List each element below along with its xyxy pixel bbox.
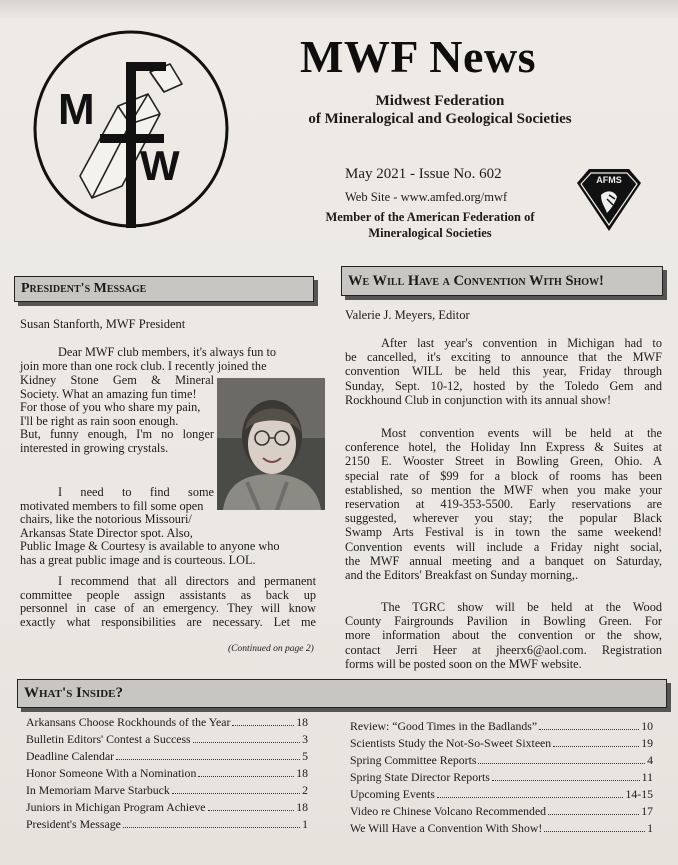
- convention-heading-text: We Will Have a Convention With Show!: [348, 272, 604, 289]
- convention-p2-line-7: suggested, wherever you stay; the popular Black: [345, 511, 662, 526]
- president-photo: [217, 378, 325, 510]
- toc-right-column: [350, 718, 653, 837]
- convention-p3: [345, 600, 662, 671]
- convention-byline: Valerie J. Meyers, Editor: [345, 308, 470, 322]
- convention-p2-line-6: reservation at 419-353-5500. Early reservations are: [345, 497, 662, 512]
- toc-entry-title: Video re Chinese Volcano Recommended: [350, 804, 547, 818]
- convention-p2-line-3: 2150 E. Wooster Street in Bowling Green, Ohio. A: [345, 454, 662, 469]
- whats-inside-heading-text: What's Inside?: [24, 685, 124, 701]
- toc-entry-page: 10: [641, 719, 653, 733]
- president-p3: [20, 575, 316, 629]
- toc-entry-title: Spring Committee Reports: [350, 753, 477, 767]
- convention-p3-line-3: more information about the convention or the show,: [345, 628, 662, 643]
- president-p2-line-1: I need to find some: [58, 485, 214, 499]
- convention-p2-line-1: Most convention events will be held at the: [381, 426, 662, 440]
- president-p1-line-5: For those of you who share my pain,: [20, 400, 201, 415]
- presidents-message-heading: [14, 276, 314, 302]
- toc-entry[interactable]: [350, 803, 653, 820]
- president-p2-full: [20, 540, 316, 567]
- bleed-through-strip: [0, 0, 678, 18]
- toc-entry-page: 1: [647, 821, 653, 835]
- toc-leader-dots: [437, 797, 624, 798]
- member-line: [310, 209, 550, 241]
- toc-entry-title: In Memoriam Marve Starbuck: [26, 783, 170, 797]
- convention-p2: [345, 426, 662, 582]
- toc-entry-title: President's Message: [26, 817, 121, 831]
- convention-p2-line-9: Convention events will include a Friday night social,: [345, 539, 662, 554]
- convention-p3-line-5: forms will be posted soon on the MWF website.: [345, 656, 582, 671]
- continued-note: (Continued on page 2): [228, 644, 314, 654]
- toc-entry-title: Honor Someone With a Nomination: [26, 766, 197, 780]
- toc-left-column: [26, 714, 308, 833]
- toc-entry-title: Scientists Study the Not-So-Sweet Sixteen: [350, 736, 552, 750]
- toc-entry[interactable]: [350, 769, 653, 786]
- convention-p1-line-1: After last year's convention in Michigan had to: [381, 336, 662, 350]
- toc-entry[interactable]: [26, 816, 308, 833]
- convention-heading: [341, 266, 663, 296]
- afms-badge-icon: [571, 165, 647, 235]
- toc-entry-page: 3: [302, 732, 308, 746]
- toc-entry[interactable]: [26, 731, 308, 748]
- afms-badge-text: AFMS: [596, 175, 622, 185]
- toc-leader-dots: [208, 810, 295, 811]
- newsletter-title: MWF News: [300, 31, 537, 82]
- toc-leader-dots: [232, 725, 294, 726]
- toc-entry[interactable]: [350, 735, 653, 752]
- toc-entry-page: 14-15: [625, 787, 653, 801]
- convention-p2-line-11: and the Editors' Breakfast on Sunday morning,.: [345, 568, 579, 583]
- convention-p2-line-8: Swamp Arts Festival is in town the same weekend!: [345, 525, 662, 540]
- convention-p1-line-5: Rockhound Club in conjunction with its annual show!: [345, 392, 612, 407]
- toc-entry[interactable]: [350, 820, 653, 837]
- toc-entry-title: Spring State Director Reports: [350, 770, 490, 784]
- president-p1-line2-block: [20, 360, 314, 374]
- convention-p3-line-2: County Fairgrounds Pavilion in Bowling Green. For: [345, 614, 662, 629]
- convention-p3-line-4: contact Jerri Heer at jheerx6@aol.com. Registration: [345, 642, 662, 657]
- toc-entry-title: Upcoming Events: [350, 787, 435, 801]
- president-portrait-image: [217, 378, 325, 510]
- president-p2-wrap: [20, 486, 214, 540]
- toc-leader-dots: [544, 831, 645, 832]
- toc-entry[interactable]: [350, 786, 653, 803]
- convention-p2-line-5: established, so mention the MWF when you make your: [345, 482, 662, 497]
- toc-leader-dots: [172, 793, 300, 794]
- convention-p1-line-3: convention WILL be held this year, Friday through: [345, 364, 662, 379]
- president-p3-line-3: personnel in case of an emergency. They will know: [20, 601, 316, 616]
- org-line-2: of Mineralogical and Geological Societies: [308, 111, 572, 127]
- president-p1-line-4: Society. What an amazing fun time!: [20, 386, 197, 401]
- president-p2-line-6: has a great public image and is courteous. LOL.: [20, 552, 256, 567]
- toc-leader-dots: [539, 729, 639, 730]
- toc-leader-dots: [548, 814, 639, 815]
- toc-entry-page: 18: [296, 800, 308, 814]
- president-p1-line-8: interested in growing crystals.: [20, 440, 169, 455]
- toc-leader-dots: [193, 742, 300, 743]
- president-p3-line-2: committee people assign assistants as back up: [20, 587, 316, 602]
- toc-entry-page: 11: [641, 770, 653, 784]
- president-byline: Susan Stanforth, MWF President: [20, 317, 186, 331]
- president-p2-line-4: Arkansas State Director spot. Also,: [20, 525, 193, 540]
- convention-p1-line-2: be cancelled, it's exciting to announce that the MWF: [345, 350, 662, 365]
- convention-p1-line-4: Sunday, Sept. 10-12, hosted by the Toledo Gem and: [345, 378, 662, 393]
- toc-entry-page: 18: [296, 766, 308, 780]
- toc-entry-title: Deadline Calendar: [26, 749, 115, 763]
- toc-entry[interactable]: [26, 748, 308, 765]
- logo-letter-w: W: [140, 142, 180, 189]
- presidents-message-heading-text: President's Message: [21, 281, 147, 296]
- toc-entry-title: We Will Have a Convention With Show!: [350, 821, 543, 835]
- toc-entry[interactable]: [26, 714, 308, 731]
- convention-p1: [345, 336, 662, 407]
- toc-leader-dots: [123, 827, 300, 828]
- toc-entry[interactable]: [26, 799, 308, 816]
- toc-entry[interactable]: [350, 718, 653, 735]
- toc-entry[interactable]: [350, 752, 653, 769]
- president-p1-line-7: But, funny enough, I'm no longer: [20, 427, 214, 442]
- member-line-1: Member of the American Federation of: [325, 210, 535, 224]
- toc-entry-page: 5: [302, 749, 308, 763]
- president-p3-line-1: I recommend that all directors and permanent: [58, 574, 316, 588]
- president-p2-line-2: motivated members to fill some open: [20, 498, 204, 513]
- website-line: Web Site - www.amfed.org/mwf: [345, 190, 508, 204]
- toc-entry-title: Juniors in Michigan Program Achieve: [26, 800, 206, 814]
- toc-leader-dots: [553, 746, 639, 747]
- toc-entry-page: 4: [647, 753, 653, 767]
- president-p1-line-3: Kidney Stone Gem & Mineral: [20, 373, 214, 387]
- toc-entry-title: Review: “Good Times in the Badlands”: [350, 719, 538, 733]
- toc-entry-title: Arkansans Choose Rockhounds of the Year: [26, 715, 231, 729]
- president-p2-line-5: Public Image & Courtesy is available to anyone who: [20, 539, 280, 553]
- convention-p2-line-10: the MWF annual meeting and a banquet on Saturday,: [345, 553, 662, 568]
- convention-p3-line-1: The TGRC show will be held at the Wood: [381, 600, 662, 614]
- member-line-2: Mineralogical Societies: [368, 226, 492, 240]
- whats-inside-heading: [17, 679, 667, 708]
- toc-leader-dots: [478, 763, 645, 764]
- toc-leader-dots: [198, 776, 294, 777]
- president-p1-line-2: join more than one rock club. I recently joined the: [20, 359, 267, 373]
- mwf-logo: [30, 28, 230, 228]
- toc-leader-dots: [492, 780, 640, 781]
- toc-entry-page: 17: [641, 804, 653, 818]
- organization-name: [290, 92, 590, 128]
- issue-line: May 2021 - Issue No. 602: [345, 166, 502, 182]
- toc-entry-page: 19: [641, 736, 653, 750]
- toc-entry[interactable]: [26, 765, 308, 782]
- president-p1-line-1: Dear MWF club members, it's always fun to: [58, 345, 277, 359]
- president-p1-wrap: [20, 374, 214, 456]
- convention-p2-line-4: special rate of $99 for a block of rooms has been: [345, 468, 662, 483]
- toc-entry[interactable]: [26, 782, 308, 799]
- toc-entry-page: 18: [296, 715, 308, 729]
- president-p3-line-4: exactly what responsibilities are necessary. Let me: [20, 614, 316, 629]
- convention-p2-line-2: conference hotel, the Holiday Inn Express & Suites at: [345, 440, 662, 455]
- org-line-1: Midwest Federation: [375, 93, 505, 109]
- toc-leader-dots: [116, 759, 300, 760]
- toc-entry-title: Bulletin Editors' Contest a Success: [26, 732, 191, 746]
- president-p1-line-6: I'll be right as rain soon enough.: [20, 413, 179, 428]
- toc-entry-page: 2: [302, 783, 308, 797]
- toc-entry-page: 1: [302, 817, 308, 831]
- president-p2-line-3: chairs, like the notorious Missouri/: [20, 512, 192, 527]
- logo-letter-m: M: [58, 85, 95, 134]
- president-p1-top: [20, 345, 277, 360]
- logo-letter-f: F: [170, 37, 171, 38]
